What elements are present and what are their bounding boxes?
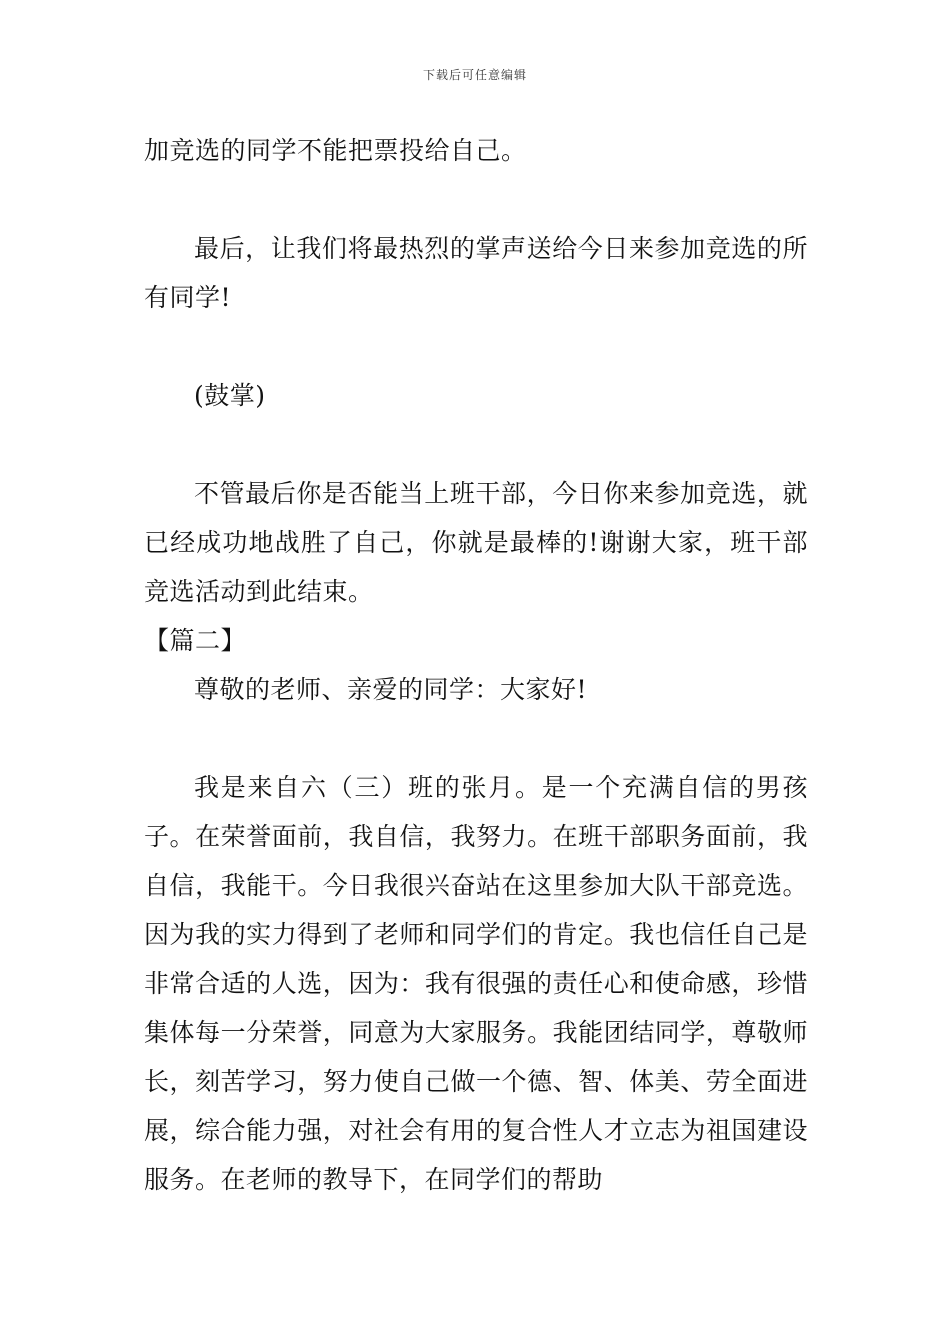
- document-body: [144, 126, 808, 1204]
- paragraph-gap: [144, 322, 808, 371]
- paragraph-stage-direction: (鼓掌): [194, 381, 266, 410]
- page-header: 下载后可任意编辑: [422, 68, 527, 82]
- paragraph-conclusion: 不管最后你是否能当上班干部，今日你来参加竞选，就已经成功地战胜了自己，你就是最棒的!谢谢大家，班干部竞选活动到此结束。: [144, 479, 808, 606]
- paragraph-closing-applause: 最后，让我们将最热烈的掌声送给今日来参加竞选的所有同学!: [144, 234, 808, 312]
- paragraph-gap: [144, 420, 808, 469]
- paragraph-continuation: 加竞选的同学不能把票投给自己。: [144, 136, 527, 165]
- section-heading: 【篇二】: [144, 626, 247, 655]
- paragraph-gap: [144, 175, 808, 224]
- paragraph-gap: [144, 714, 808, 763]
- paragraph-greeting: 尊敬的老师、亲爱的同学：大家好!: [194, 675, 588, 704]
- paragraph-self-introduction: 我是来自六（三）班的张月。是一个充满自信的男孩子。在荣誉面前，我自信，我努力。在班干部职务面前，我自信，我能干。今日我很兴奋站在这里参加大队干部竞选。因为我的实力得到了老师和同学们的肯定。我也信任自己是非常合适的人选，因为：我有很强的责任心和使命感，珍惜集体每一分荣誉，同意为大家服务。我能团结同学，尊敬师长，刻苦学习，努力使自己做一个德、智、体美、劳全面进展，综合能力强，对社会有用的复合性人才立志为祖国建设服务。在老师的教导下，在同学们的帮助: [144, 773, 808, 1194]
